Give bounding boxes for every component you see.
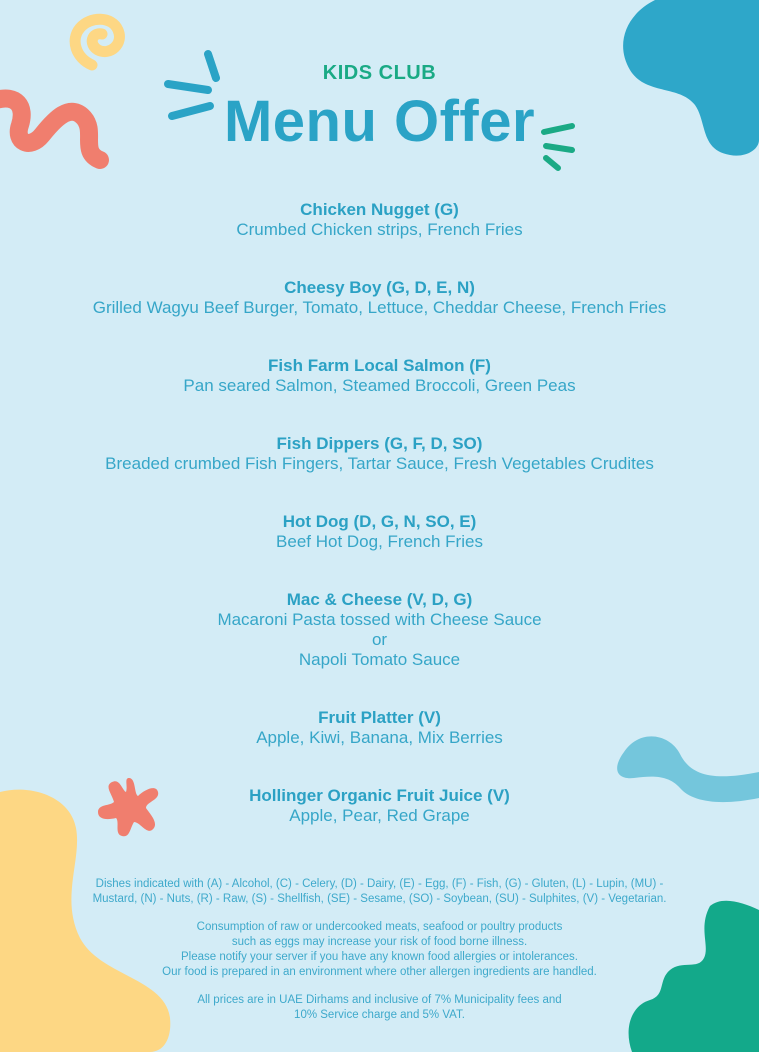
menu-item-description: Crumbed Chicken strips, French Fries bbox=[236, 220, 523, 239]
footer-notes bbox=[0, 877, 759, 1036]
menu-item-description: Apple, Kiwi, Banana, Mix Berries bbox=[256, 728, 503, 747]
menu-item-name: Hollinger Organic Fruit Juice (V) bbox=[249, 786, 510, 805]
menu-item-hot-dog bbox=[0, 512, 759, 552]
menu-item-description: Grilled Wagyu Beef Burger, Tomato, Lettuce, Cheddar Cheese, French Fries bbox=[92, 298, 667, 317]
pricing-notice bbox=[0, 993, 759, 1023]
menu-item-name: Cheesy Boy (G, D, E, N) bbox=[284, 278, 475, 297]
health-notice bbox=[0, 920, 759, 980]
menu-item-mac-and-cheese bbox=[0, 590, 759, 670]
menu-item-fruit-juice bbox=[0, 786, 759, 826]
notice-line: such as eggs may increase your risk of food borne illness. bbox=[231, 936, 528, 948]
kids-club-label: KIDS CLUB bbox=[322, 62, 437, 84]
menu-item-description: Napoli Tomato Sauce bbox=[298, 650, 461, 669]
menu-item-name: Mac & Cheese (V, D, G) bbox=[286, 590, 473, 609]
menu-item-name: Chicken Nugget (G) bbox=[300, 200, 459, 219]
menu-item-name: Hot Dog (D, G, N, SO, E) bbox=[282, 512, 477, 531]
menu-item-chicken-nugget bbox=[0, 200, 759, 240]
menu-item-description: Pan seared Salmon, Steamed Broccoli, Green Peas bbox=[183, 376, 576, 395]
page-title: Menu Offer bbox=[223, 89, 536, 154]
menu-item-name: Fish Dippers (G, F, D, SO) bbox=[276, 434, 483, 453]
pricing-line: 10% Service charge and 5% VAT. bbox=[294, 1009, 465, 1021]
menu-item-description: Apple, Pear, Red Grape bbox=[289, 806, 470, 825]
notice-line: Please notify your server if you have any known food allergies or intolerances. bbox=[181, 951, 578, 963]
allergen-line: Dishes indicated with (A) - Alcohol, (C) - Celery, (D) - Dairy, (E) - Egg, (F) - Fish, (G) - Gluten, (L) - Lupin, (MU) - bbox=[95, 878, 664, 890]
menu-item-description-or: or bbox=[371, 630, 388, 649]
menu-item-name: Fruit Platter (V) bbox=[318, 708, 441, 727]
menu-item-description: Macaroni Pasta tossed with Cheese Sauce bbox=[217, 610, 542, 629]
menu-item-name: Fish Farm Local Salmon (F) bbox=[268, 356, 491, 375]
menu-item-fish-dippers bbox=[0, 434, 759, 474]
notice-line: Our food is prepared in an environment where other allergen ingredients are handled. bbox=[162, 966, 597, 978]
menu-item-description: Beef Hot Dog, French Fries bbox=[276, 532, 483, 551]
allergen-line: Mustard, (N) - Nuts, (R) - Raw, (S) - Shellfish, (SE) - Sesame, (SO) - Soybean, (SU) - Sulphites, (V) - Vegetarian. bbox=[92, 893, 667, 905]
menu-item-cheesy-boy bbox=[0, 278, 759, 318]
notice-line: Consumption of raw or undercooked meats, seafood or poultry products bbox=[196, 921, 563, 933]
menu-item-fruit-platter bbox=[0, 708, 759, 748]
menu-item-description: Breaded crumbed Fish Fingers, Tartar Sauce, Fresh Vegetables Crudites bbox=[105, 454, 654, 473]
menu-list bbox=[0, 200, 759, 864]
pricing-line: All prices are in UAE Dirhams and inclusive of 7% Municipality fees and bbox=[197, 994, 562, 1006]
menu-item-fish-farm-salmon bbox=[0, 356, 759, 396]
allergen-legend bbox=[0, 877, 759, 907]
